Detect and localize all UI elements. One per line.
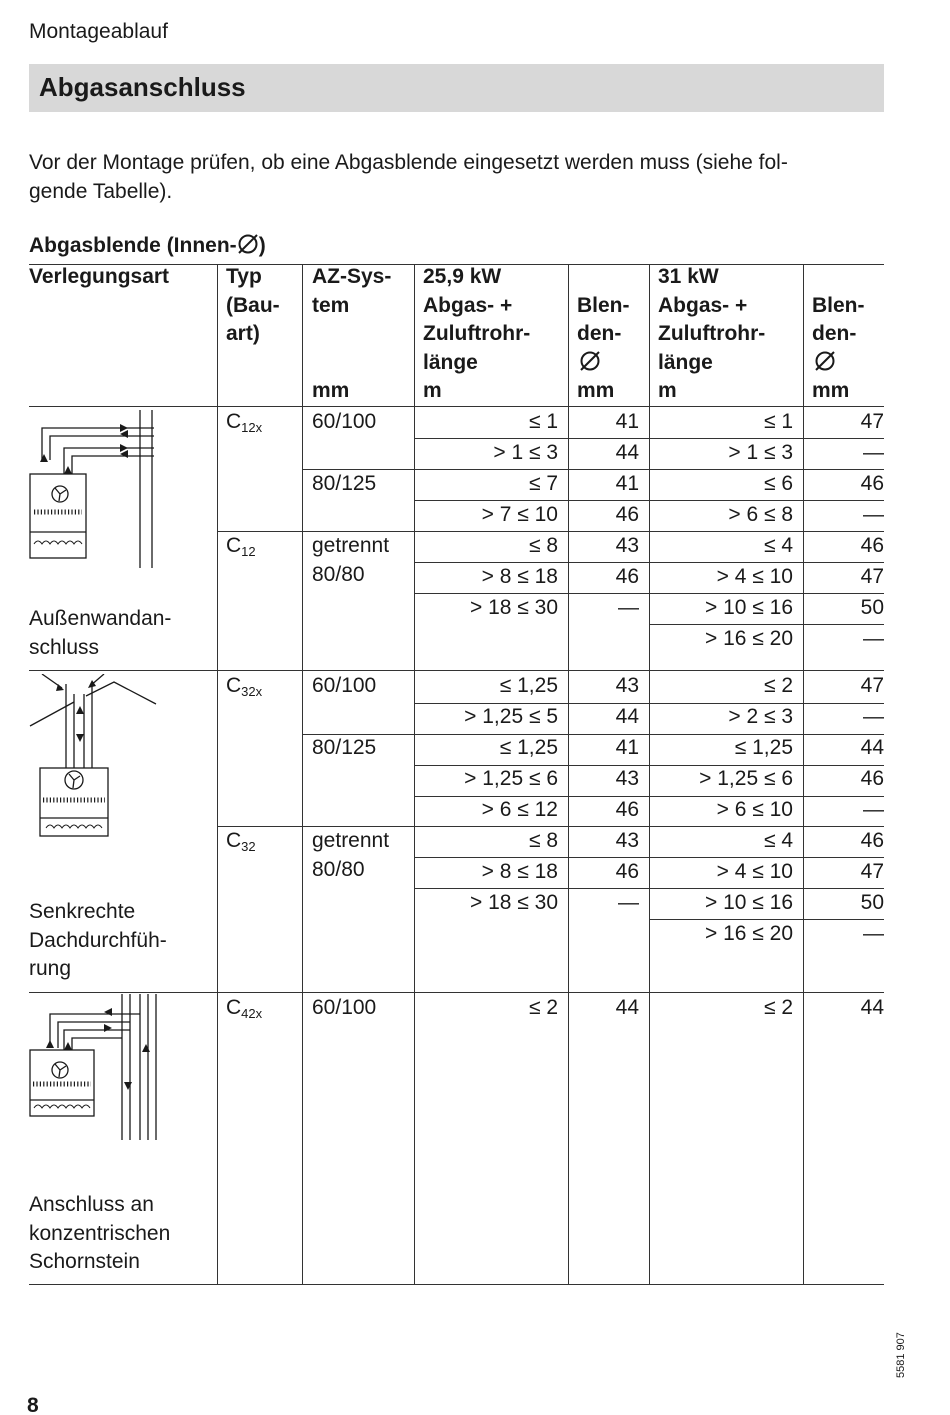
orifice-diameter-31kw: 47 xyxy=(860,410,884,433)
column-header-pipe-length: Abgas- + xyxy=(658,293,748,317)
pipe-length-31kw: ≤ 2 xyxy=(763,674,793,697)
orifice-diameter-259kw: 43 xyxy=(615,767,639,790)
column-header-typ: (Bau- xyxy=(226,293,280,317)
installation-type-label: Senkrechte xyxy=(29,900,136,923)
orifice-diameter-31kw: — xyxy=(863,503,884,526)
column-header-orifice: den- xyxy=(577,322,622,345)
orifice-diameter-31kw: — xyxy=(863,705,884,728)
az-system-value: 80/80 xyxy=(312,563,365,586)
az-system-value: 60/100 xyxy=(312,996,377,1019)
installation-type-label: rung xyxy=(29,957,72,980)
orifice-diameter-259kw: 46 xyxy=(615,798,639,821)
type-subscript: 12 xyxy=(241,544,256,559)
orifice-diameter-259kw: 43 xyxy=(615,534,639,557)
column-unit-az: mm xyxy=(312,379,350,402)
orifice-diameter-259kw: 41 xyxy=(615,472,639,495)
column-header-pipe-length: Zuluftrohr- xyxy=(658,322,766,345)
section-title-bar xyxy=(29,64,884,112)
pipe-length-31kw: > 6 ≤ 10 xyxy=(716,798,793,821)
az-system-value: 60/100 xyxy=(312,410,377,433)
column-header-pipe-length: länge xyxy=(423,350,478,374)
orifice-diameter-31kw: 47 xyxy=(860,674,884,697)
pipe-length-259kw: > 1,25 ≤ 5 xyxy=(464,705,558,728)
table-title-text-end: ) xyxy=(258,234,266,257)
orifice-diameter-31kw: 47 xyxy=(860,860,884,883)
type-base: C xyxy=(226,410,242,433)
table-bottom-rule xyxy=(29,1284,884,1285)
column-header-31kw: 31 kW xyxy=(658,265,719,288)
pipe-length-31kw: ≤ 6 xyxy=(763,472,793,495)
type-subscript: 32 xyxy=(241,839,256,854)
column-unit-length: m xyxy=(658,379,677,402)
pipe-length-259kw: > 18 ≤ 30 xyxy=(469,891,558,914)
installation-type-label: schluss xyxy=(29,636,100,659)
column-header-orifice-diameter xyxy=(814,349,836,378)
intro-line: Vor der Montage prüfen, ob eine Abgasblende eingesetzt werden muss (siehe fol- xyxy=(29,151,788,174)
column-rule xyxy=(302,264,303,1284)
appliance-type xyxy=(226,672,262,707)
diameter-icon xyxy=(237,233,259,255)
pipe-length-259kw: > 1,25 ≤ 6 xyxy=(464,767,558,790)
header-bottom-rule xyxy=(29,406,884,407)
roof-outlet-diagram xyxy=(28,674,160,842)
running-header: Montageablauf xyxy=(29,20,168,43)
appliance-type xyxy=(226,827,256,862)
orifice-diameter-259kw: 46 xyxy=(615,860,639,883)
pipe-length-259kw: ≤ 8 xyxy=(528,829,558,852)
pipe-length-31kw: > 6 ≤ 8 xyxy=(728,503,793,526)
az-system-value: 60/100 xyxy=(312,674,377,697)
column-unit-orifice: mm xyxy=(577,379,615,402)
pipe-length-31kw: ≤ 4 xyxy=(763,534,793,557)
installation-type-label: Anschluss an xyxy=(29,1193,154,1216)
column-header-orifice: Blen- xyxy=(577,293,630,317)
appliance-type xyxy=(226,532,256,567)
installation-type-label: Dachdurchfüh- xyxy=(29,928,167,952)
pipe-length-259kw: > 18 ≤ 30 xyxy=(469,596,558,619)
orifice-diameter-259kw: 41 xyxy=(615,736,639,759)
az-system-value: getrennt xyxy=(312,534,390,557)
pipe-length-31kw: ≤ 1 xyxy=(763,410,793,433)
type-base: C xyxy=(226,534,242,557)
page-number: 8 xyxy=(27,1394,39,1415)
section-rule xyxy=(29,992,884,993)
section-rule xyxy=(29,670,884,671)
intro-paragraph xyxy=(29,148,884,206)
orifice-diameter-259kw: 46 xyxy=(615,565,639,588)
pipe-length-259kw: ≤ 8 xyxy=(528,534,558,557)
table-title xyxy=(29,233,266,258)
orifice-diameter-31kw: 50 xyxy=(860,596,884,619)
orifice-diameter-259kw: 43 xyxy=(615,674,639,697)
type-base: C xyxy=(226,674,242,697)
column-header-typ: art) xyxy=(226,322,260,345)
pipe-length-31kw: > 16 ≤ 20 xyxy=(704,627,793,650)
chimney-diagram xyxy=(28,992,160,1142)
orifice-diameter-31kw: 44 xyxy=(860,736,884,759)
pipe-length-31kw: ≤ 4 xyxy=(763,829,793,852)
pipe-length-259kw: ≤ 1,25 xyxy=(499,674,558,697)
type-subscript: 32x xyxy=(241,684,263,699)
orifice-diameter-259kw: 46 xyxy=(615,503,639,526)
orifice-diameter-31kw: 44 xyxy=(860,996,884,1019)
type-base: C xyxy=(226,996,242,1019)
pipe-length-31kw: > 10 ≤ 16 xyxy=(704,596,793,619)
az-system-value: getrennt xyxy=(312,829,390,852)
pipe-length-259kw: ≤ 1,25 xyxy=(499,736,558,759)
type-subscript: 12x xyxy=(241,420,263,435)
orifice-diameter-31kw: 46 xyxy=(860,534,884,557)
type-subscript: 42x xyxy=(241,1006,263,1021)
pipe-length-259kw: ≤ 1 xyxy=(528,410,558,433)
diameter-icon xyxy=(814,350,836,372)
orifice-diameter-259kw: 43 xyxy=(615,829,639,852)
column-header-pipe-length: länge xyxy=(658,350,713,374)
installation-type-label: Außenwandan- xyxy=(29,607,172,630)
diameter-icon xyxy=(579,350,601,372)
intro-line: gende Tabelle). xyxy=(29,180,173,203)
orifice-diameter-259kw: — xyxy=(618,891,639,914)
az-system-value: 80/80 xyxy=(312,858,365,881)
orifice-diameter-31kw: 46 xyxy=(860,472,884,495)
type-base: C xyxy=(226,829,242,852)
column-header-pipe-length: Zuluftrohr- xyxy=(423,322,531,345)
column-header-typ: Typ xyxy=(226,265,262,288)
orifice-diameter-259kw: 44 xyxy=(615,996,639,1019)
table-title-text: Abgasblende (Innen- xyxy=(29,234,237,257)
pipe-length-259kw: > 1 ≤ 3 xyxy=(493,441,558,464)
column-header-orifice-diameter xyxy=(579,349,601,378)
row-rule xyxy=(217,826,302,827)
orifice-diameter-31kw: 50 xyxy=(860,891,884,914)
orifice-diameter-259kw: 44 xyxy=(615,705,639,728)
pipe-length-31kw: > 1,25 ≤ 6 xyxy=(699,767,793,790)
column-unit-length: m xyxy=(423,379,442,402)
pipe-length-31kw: > 16 ≤ 20 xyxy=(704,922,793,945)
column-header-az-system: tem xyxy=(312,293,350,317)
pipe-length-259kw: > 6 ≤ 12 xyxy=(481,798,558,821)
orifice-diameter-259kw: 41 xyxy=(615,410,639,433)
orifice-diameter-31kw: — xyxy=(863,922,884,945)
orifice-diameter-31kw: 47 xyxy=(860,565,884,588)
installation-type-label: konzentrischen xyxy=(29,1221,171,1245)
pipe-length-31kw: > 1 ≤ 3 xyxy=(728,441,793,464)
column-header-orifice: Blen- xyxy=(812,293,865,317)
pipe-length-259kw: ≤ 7 xyxy=(528,472,558,495)
installation-type-label: Schornstein xyxy=(29,1250,140,1273)
column-header-verlegungsart: Verlegungsart xyxy=(29,265,170,288)
orifice-diameter-31kw: 46 xyxy=(860,767,884,790)
pipe-length-259kw: > 7 ≤ 10 xyxy=(481,503,558,526)
row-rule xyxy=(217,531,302,532)
appliance-type xyxy=(226,408,262,443)
orifice-diameter-259kw: — xyxy=(618,596,639,619)
orifice-diameter-31kw: — xyxy=(863,627,884,650)
column-header-pipe-length: Abgas- + xyxy=(423,293,513,317)
section-title: Abgasanschluss xyxy=(39,72,246,102)
az-system-value: 80/125 xyxy=(312,472,377,495)
appliance-type xyxy=(226,994,262,1029)
orifice-diameter-31kw: 46 xyxy=(860,829,884,852)
orifice-diameter-259kw: 44 xyxy=(615,441,639,464)
pipe-length-31kw: > 4 ≤ 10 xyxy=(716,565,793,588)
column-unit-orifice: mm xyxy=(812,379,850,402)
orifice-diameter-31kw: — xyxy=(863,798,884,821)
column-header-orifice: den- xyxy=(812,322,857,345)
column-header-az-system: AZ-Sys- xyxy=(312,265,392,288)
pipe-length-259kw: > 8 ≤ 18 xyxy=(481,565,558,588)
pipe-length-31kw: > 10 ≤ 16 xyxy=(704,891,793,914)
document-number: 5581 907 xyxy=(895,1332,907,1378)
orifice-diameter-31kw: — xyxy=(863,441,884,464)
pipe-length-31kw: ≤ 2 xyxy=(763,996,793,1019)
column-header-259kw: 25,9 kW xyxy=(423,265,502,288)
pipe-length-31kw: ≤ 1,25 xyxy=(734,736,793,759)
pipe-length-259kw: > 8 ≤ 18 xyxy=(481,860,558,883)
column-rule xyxy=(217,264,218,1284)
pipe-length-31kw: > 4 ≤ 10 xyxy=(716,860,793,883)
pipe-length-31kw: > 2 ≤ 3 xyxy=(728,705,793,728)
az-system-value: 80/125 xyxy=(312,736,377,759)
pipe-length-259kw: ≤ 2 xyxy=(528,996,558,1019)
wall-outlet-diagram xyxy=(28,408,160,570)
